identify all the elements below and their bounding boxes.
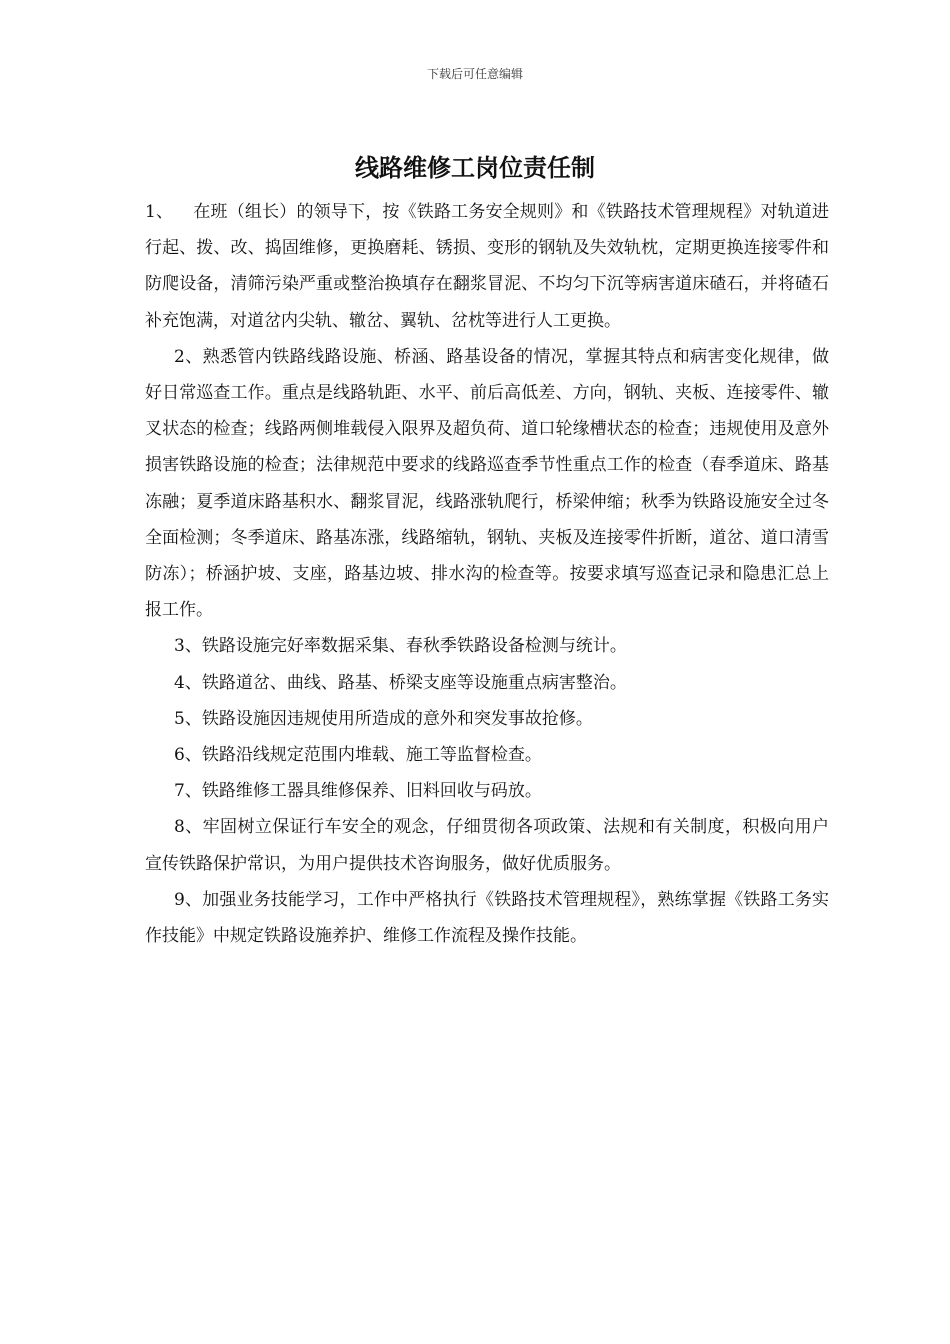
item-text: 在班（组长）的领导下，按《铁路工务安全规则》和《铁路技术管理规程》对轨道进行起、拨、改、捣固维修，更换磨耗、锈损、变形的钢轨及失效轨枕，定期更换连接零件和防爬设备，清筛污染严重或整治换填存在翻浆冒泥、不均匀下沉等病害道床碴石，并将碴石补充饱满，对道岔内尖轨、辙岔、翼轨、岔枕等进行人工更换。 <box>145 202 829 331</box>
list-item-8 <box>145 809 829 881</box>
item-text: 加强业务技能学习，工作中严格执行《铁路技术管理规程》，熟练掌握《铁路工务实作技能》中规定铁路设施养护、维修工作流程及操作技能。 <box>145 889 829 947</box>
document-title: 线路维修工岗位责任制 <box>355 154 595 182</box>
item-number: 4、 <box>174 672 202 693</box>
item-text: 熟悉管内铁路线路设施、桥涵、路基设备的情况，掌握其特点和病害变化规律，做好日常巡查工作。重点是线路轨距、水平、前后高低差、方向，钢轨、夹板、连接零件、辙叉状态的检查；线路两侧堆载侵入限界及超负荷、道口轮缘槽状态的检查；违规使用及意外损害铁路设施的检查；法律规范中要求的线路巡查季节性重点工作的检查（春季道床、路基冻融；夏季道床路基积水、翻浆冒泥，线路涨轨爬行，桥梁伸缩；秋季为铁路设施安全过冬全面检测；冬季道床、路基冻涨，线路缩轨，钢轨、夹板及连接零件折断，道岔、道口清雪防冻）；桥涵护坡、支座，路基边坡、排水沟的检查等。按要求填写巡查记录和隐患汇总上报工作。 <box>145 346 829 621</box>
item-number: 2、 <box>174 346 203 367</box>
item-text: 铁路设施因违规使用所造成的意外和突发事故抢修。 <box>201 708 593 729</box>
list-item-5 <box>145 701 829 737</box>
list-item-1 <box>145 194 829 339</box>
item-text: 铁路设施完好率数据采集、春秋季铁路设备检测与统计。 <box>201 636 627 657</box>
item-number: 1、 <box>145 202 174 222</box>
item-number: 7、 <box>174 781 202 802</box>
list-item-9 <box>145 882 829 954</box>
list-item-6 <box>145 737 829 773</box>
item-text: 铁路维修工器具维修保养、旧料回收与码放。 <box>201 781 542 802</box>
document-body <box>145 194 829 954</box>
item-text: 牢固树立保证行车安全的观念，仔细贯彻各项政策、法规和有关制度，积极向用户宣传铁路保护常识，为用户提供技术咨询服务，做好优质服务。 <box>145 817 829 874</box>
list-item-3 <box>145 628 829 664</box>
item-number: 3、 <box>174 636 202 657</box>
list-item-2 <box>145 339 829 629</box>
list-item-7 <box>145 773 829 809</box>
list-item-4 <box>145 665 829 701</box>
item-number: 5、 <box>174 708 202 729</box>
header-note: 下载后可任意编辑 <box>426 67 523 81</box>
item-number: 6、 <box>174 745 202 766</box>
item-number: 9、 <box>174 889 203 910</box>
item-text: 铁路沿线规定范围内堆载、施工等监督检查。 <box>201 745 542 766</box>
item-number: 8、 <box>174 817 203 838</box>
item-text: 铁路道岔、曲线、路基、桥梁支座等设施重点病害整治。 <box>201 672 627 693</box>
